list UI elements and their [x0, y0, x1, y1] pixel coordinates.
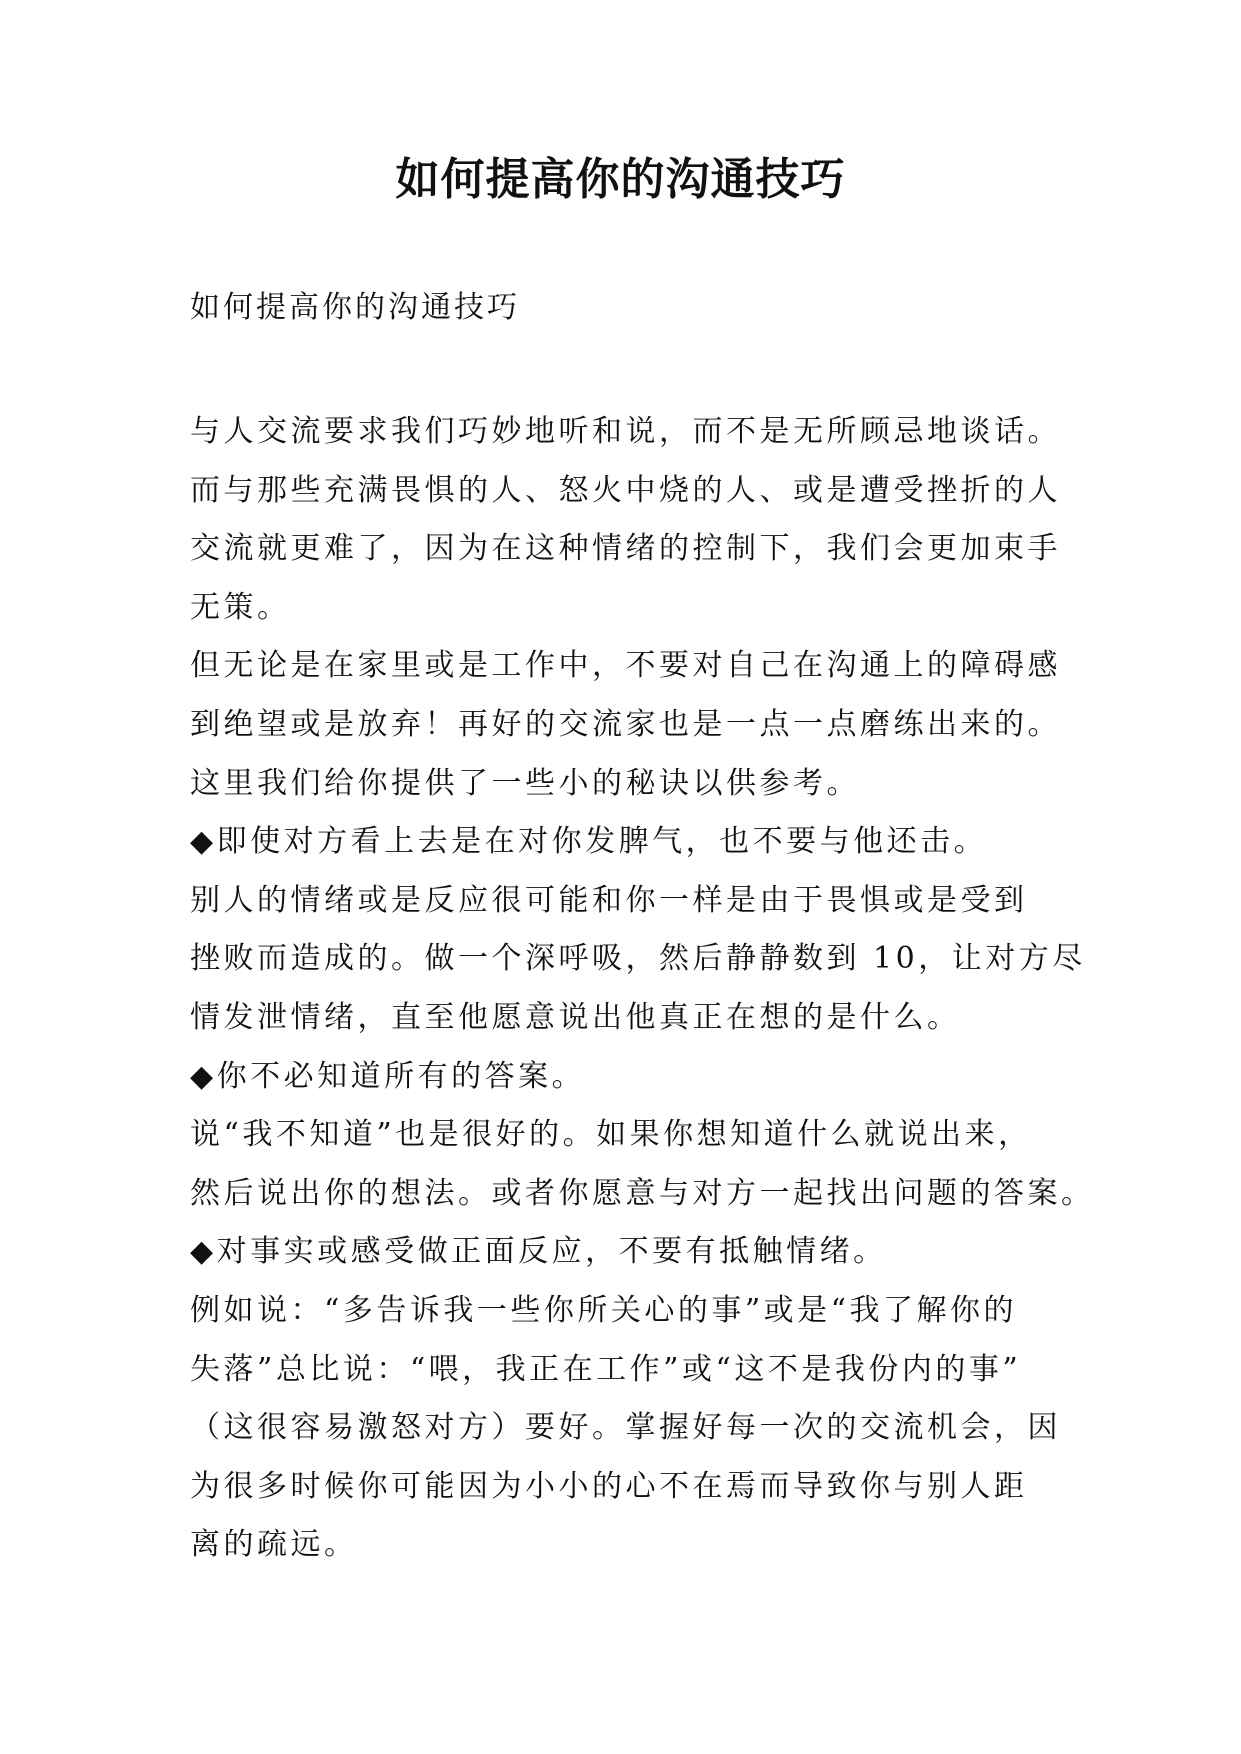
body-line: 挫败而造成的。做一个深呼吸，然后静静数到 10，让对方尽 [190, 941, 1086, 977]
body-line: 到绝望或是放弃！再好的交流家也是一点一点磨练出来的。 [190, 706, 1061, 742]
body-line: 然后说出你的想法。或者你愿意与对方一起找出问题的答案。 [190, 1175, 1095, 1211]
body-line: 交流就更难了，因为在这种情绪的控制下，我们会更加束手 [190, 531, 1061, 567]
document-body [190, 403, 1110, 1575]
body-line: （这很容易激怒对方）要好。掌握好每一次的交流机会，因 [190, 1410, 1061, 1446]
body-line: 别人的情绪或是反应很可能和你一样是由于畏惧或是受到 [190, 882, 1028, 918]
body-line: 失落”总比说：“喂，我正在工作”或“这不是我份内的事” [190, 1351, 1022, 1387]
bullet-line: ◆即使对方看上去是在对你发脾气，也不要与他还击。 [190, 824, 988, 860]
bullet-line: ◆你不必知道所有的答案。 [190, 1058, 586, 1094]
body-line: 例如说：“多告诉我一些你所关心的事”或是“我了解你的 [190, 1292, 1018, 1328]
document-title: 如何提高你的沟通技巧 [395, 154, 846, 205]
document-subtitle: 如何提高你的沟通技巧 [190, 290, 520, 325]
body-line: 说“我不知道”也是很好的。如果你想知道什么就说出来， [190, 1117, 1032, 1153]
body-line: 无策。 [190, 589, 291, 625]
body-line: 离的疏远。 [190, 1527, 358, 1563]
bullet-line: ◆对事实或感受做正面反应，不要有抵触情绪。 [190, 1234, 887, 1270]
body-line: 而与那些充满畏惧的人、怒火中烧的人、或是遭受挫折的人 [190, 472, 1061, 508]
body-line: 情发泄情绪，直至他愿意说出他真正在想的是什么。 [190, 999, 961, 1035]
body-line: 但无论是在家里或是工作中，不要对自己在沟通上的障碍感 [190, 648, 1061, 684]
body-line: 与人交流要求我们巧妙地听和说，而不是无所顾忌地谈话。 [190, 414, 1061, 449]
body-line: 为很多时候你可能因为小小的心不在焉而导致你与别人距 [190, 1468, 1028, 1504]
body-line: 这里我们给你提供了一些小的秘诀以供参考。 [190, 765, 860, 801]
